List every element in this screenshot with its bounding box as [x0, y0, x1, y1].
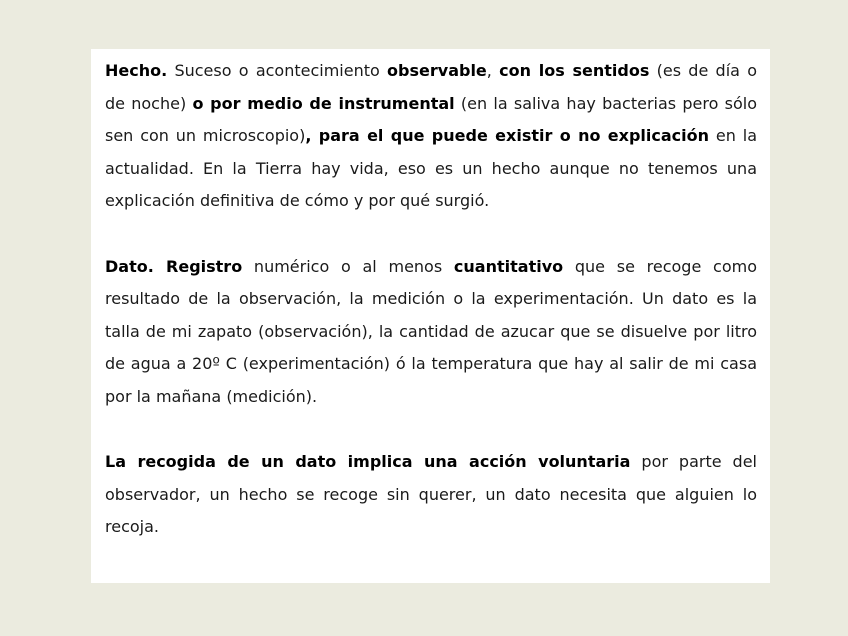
text-segment: que se recoge como resultado de la observación, la medición o la experimentación. Un dato es la talla de mi zapato (observación), la cantidad de azucar que se disuelve por litro de agua a 20º C (experimentación) ó la temperatura que hay al salir de mi casa por la mañana (medición).: [105, 256, 758, 406]
text-panel: [91, 49, 770, 583]
bold-segment: observable: [387, 61, 487, 80]
text-segment: (en la saliva hay bacterias pero sólo sen con un microscopio): [105, 93, 758, 145]
text-segment: en la actualidad. En la Tierra hay vida, eso es un hecho aunque no tenemos una explicación definitiva de cómo y por qué surgió.: [105, 126, 758, 210]
paragraph-recogida: [105, 446, 757, 544]
paragraph-gap: [105, 218, 757, 251]
bold-segment: con los sentidos: [499, 61, 650, 80]
term-hecho: Hecho.: [105, 61, 168, 80]
term-dato: Dato. Registro: [105, 256, 243, 276]
paragraph-hecho: [105, 55, 757, 218]
text-segment: por parte del observador, un hecho se recoge sin querer, un dato necesita que alguien lo recoja.: [105, 452, 757, 536]
bold-segment: , para el que puede existir o no explicación: [305, 126, 710, 145]
text-segment: numérico o al menos: [242, 256, 454, 276]
text-segment: Suceso o acontecimiento: [167, 61, 388, 80]
text-segment: (es de día o de noche): [105, 61, 757, 113]
bold-segment: cuantitativo: [453, 256, 564, 276]
paragraph-dato: [105, 251, 757, 414]
text-segment: ,: [486, 61, 500, 80]
paragraph-gap: [105, 413, 757, 446]
term-recogida: La recogida de un dato implica una acción voluntaria: [105, 452, 631, 471]
bold-segment: o por medio de instrumental: [192, 93, 455, 113]
